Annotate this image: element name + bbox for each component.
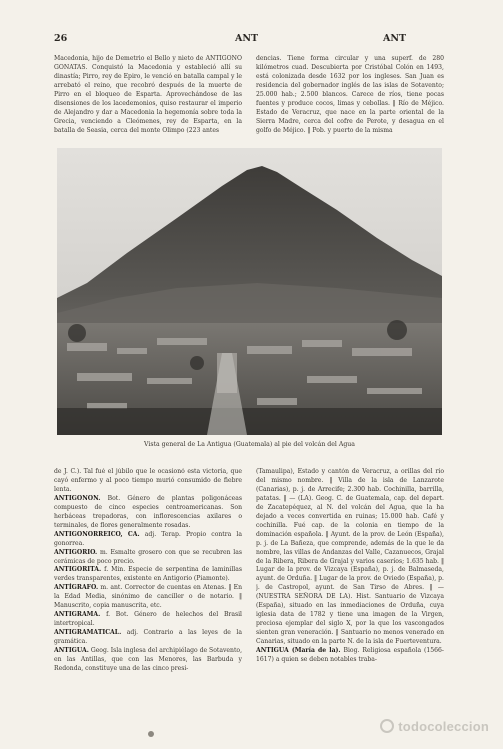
paragraph: Macedonia, hijo de Demetrio el Bello y nieto de ANTÍGONO GONATAS. Conquistó la Macedonia y estableció allí su dinastía; Pirro, rey de Epiro, le venció en batalla campal y le arrebató el reino, que recobró después de la muerte de Pirro en el bloqueo de Esparta. Aprovechándose de las disensiones de los lacedemonios, quiso restaurar el imperio de Alejandro y dar a Macedonia la hegemonía sobre toda la Grecia, venciendo a Cleómenes, rey de Esparta, en la batalla de Seasia, cerca del monte Olimpo (223 antes	[54, 55, 242, 134]
column-bottom-right	[256, 468, 444, 703]
page-header	[54, 33, 454, 47]
figure-caption: Vista general de La Antigua (Guatemala) al pie del volcán del Agua	[144, 441, 355, 448]
volcano-photo-illustration	[57, 148, 442, 435]
paragraph: dencias. Tiene forma circular y una superf. de 280 kilómetros cuad. Descubierta por Cristóbal Colón en 1493, está colonizada desde 1632 por los ingleses. San Juan es residencia del gobernador inglés de las islas de Sotavento; 25.000 hab.; 2.500 blancos. Carece de ríos, tiene pocas fuentes y produce cocos, limas y cebollas. ‖ Río de Méjico. Estado de Veracruz, que nace en la parte oriental de la Sierra Madre, cerca del cofre de Perote, y desagua en el golfo de Méjico. ‖ Pob. y puerto de la misma	[256, 55, 444, 134]
column-top-right	[256, 55, 444, 145]
entry-text: de J. C.). Tal fué el júbilo que le ocasionó esta victoria, que cayó enfermo y al poco tiempo murió consumido de fiebre lenta.	[54, 468, 242, 493]
volcano-photo	[57, 148, 442, 435]
entry-text: f. Min. Especie de serpentina de laminillas verdes transparentes, existente en Antigorio (Piamonte).	[54, 566, 242, 583]
dictionary-entry	[256, 468, 444, 647]
entry-text: adj. Terap. Propio contra la gonorrea.	[54, 530, 242, 547]
entry-text: m. Esmalte grosero con que se recubren las cerámicas de poco precio.	[54, 548, 242, 565]
running-headword-left: ANT	[235, 33, 259, 44]
watermark-label: todocoleccion	[398, 718, 489, 734]
entry-headword: ANTIGRAMATICAL.	[54, 629, 122, 637]
entry-headword: ANTIGONON.	[54, 494, 101, 502]
watermark-logo-icon	[380, 719, 394, 733]
entry-text: f. Bot. Género de helechos del Brasil intertropical.	[54, 611, 242, 628]
entry-text: m. ant. Corrector de cuentas en Atenas. ‖ En la Edad Media, sinónimo de canciller o de notario. ‖ Manuscrito, copia manuscrita, etc.	[54, 584, 242, 610]
dictionary-entry	[54, 629, 242, 647]
dictionary-entry	[54, 566, 242, 584]
page-footer-mark	[148, 731, 154, 737]
entry-text: Geog. Isla inglesa del archipiélago de Sotavento, en las Antillas, que con las Menores, las Barbuda y Redonda, constituye una de las cinco presi-	[54, 647, 242, 672]
entry-headword: ANTIGORIO.	[54, 548, 98, 556]
dictionary-entry	[54, 647, 242, 674]
entry-text: Biog. Religiosa española (1566-1617) a quien se deben notables traba-	[256, 647, 444, 664]
dictionary-entry	[54, 584, 242, 611]
dictionary-entry	[54, 531, 242, 549]
dictionary-entry	[54, 495, 242, 531]
dictionary-entry	[54, 468, 242, 495]
dictionary-entry	[54, 549, 242, 567]
entry-headword: ANTIGORITA.	[54, 566, 102, 574]
column-top-left	[54, 55, 242, 145]
entry-headword: ANTÍGRAFO.	[54, 584, 99, 592]
dictionary-entry	[256, 647, 444, 665]
entry-headword: ANTIGONORREICO, CA.	[54, 530, 140, 538]
entry-headword: ANTIGRAMA.	[54, 611, 101, 619]
entry-headword: ANTIGUA.	[54, 647, 89, 655]
running-headword-right: ANT	[383, 33, 407, 44]
dictionary-entry	[54, 611, 242, 629]
entry-text: (Tamaulipa), Estado y cantón de Veracruz, a orillas del río del mismo nombre. ‖ Villa de la isla de Lanzarote (Canarias), p. j. de Arrecife; 2.300 hab. Cochinilla, barrilla, patatas. ‖ — (LA). Geog. C. de Guatemala, cap. del depart. de Zacatepéquez, al N. del volcán del Agua, que la ha dejado a veces convertida en ruinas; 15.000 hab. Café y cochinilla. Fué cap. de la colonia en tiempo de la dominación española. ‖ Ayunt. de la prov. de León (España), p. j. de La Bañeza, que comprende, además de la que le da nombre, las villas de Andanzas del Valle, Cazanuecos, Grajal de la Ribera, Ribera de Grajal y varios caseríos; 1.635 hab. ‖ Lugar de la prov. de Vizcaya (España), p. j. de Balmaseda, ayunt. de Orduña. ‖ Lugar de la prov. de Oviedo (España), p. j. de Castropol, ayunt. de San Tirso de Abres. ‖ — (NUESTRA SEÑORA DE LA). Hist. Santuario de Vizcaya (España), situado en las inmediaciones de Orduña, cuya iglesia data de 1782 y tiene una imagen de la Virgen, preciosa ejemplar del siglo X, por la que los vascongados sienten gran veneración. ‖ Santuario no menos venerado en Canarias, situado en la parte N. de la isla de Fuerteventura.	[256, 468, 444, 646]
entry-headword: ANTIGUA (María de la).	[256, 647, 341, 655]
page-number: 26	[54, 33, 68, 44]
entry-text: adj. Contrario a las leyes de la gramática.	[54, 629, 242, 646]
entry-text: Bot. Género de plantas poligonáceas compuesto de cinco especies centroamericanas. Son herbáceas trepadoras, con inflorescencias axilares o terminales, de flores generalmente rosadas.	[54, 494, 242, 529]
watermark	[380, 717, 489, 735]
column-bottom-left	[54, 468, 242, 703]
